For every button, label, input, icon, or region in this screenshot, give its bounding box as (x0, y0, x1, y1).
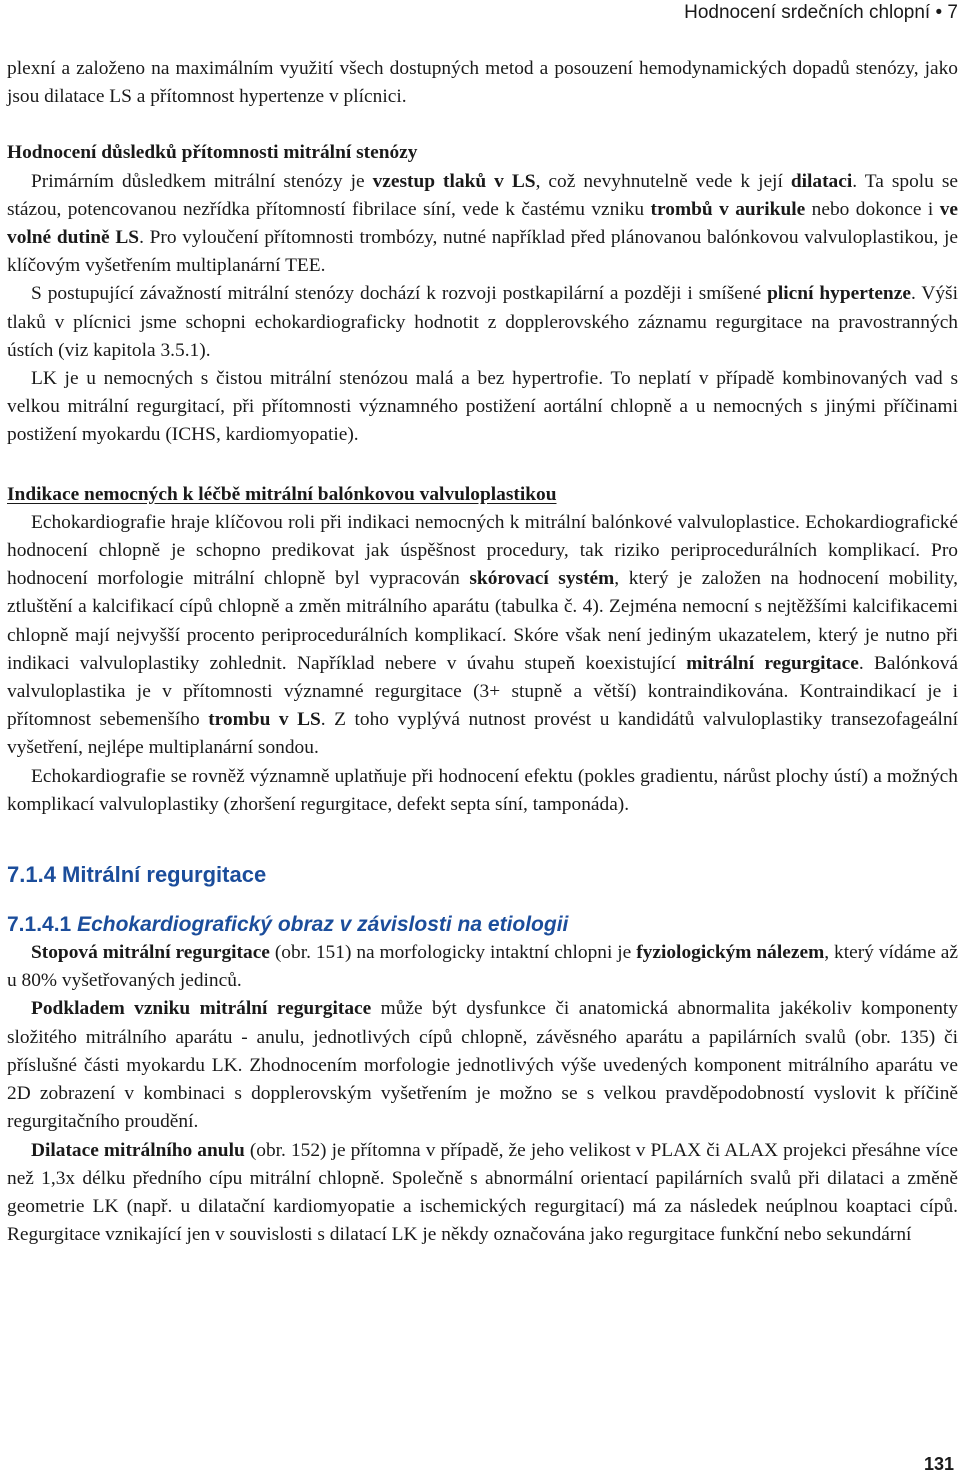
section-title-indications: Indikace nemocných k léčbě mitrální balónkovou valvuloplastikou (7, 483, 557, 505)
regurgitation-paragraph-1: Stopová mitrální regurgitace (obr. 151) na morfologicky intaktní chlopni je fyziologickým nálezem, který vídáme až u 80% vyšetřovaných jedinců. (7, 942, 958, 992)
page-number: 131 (923, 1454, 954, 1474)
intro-paragraph: plexní a založeno na maximálním využití všech dostupných metod a posouzení hemodynamických dopadů stenózy, jako jsou dilatace LS a přítomnost hypertenze v plícnici. (7, 58, 958, 108)
regurgitation-paragraph-2: Podkladem vzniku mitrální regurgitace může být dysfunkce či anatomická abnormalita jakékoliv komponenty složitého mitrálního aparátu - anulu, jednotlivých cípů chlopně, závěsného aparátu a papilárních svalů (obr. 135) či příslušné části myokardu LK. Zhodnocením morfologie jednotlivých výše uvedených komponent mitrálního aparátu ve 2D zobrazení v kombinaci s dopplerovským vyšetřením je možno se s velkou pravděpodobností vyslovit k příčině regurgitačního proudění. (7, 998, 958, 1133)
indications-paragraph-1: Echokardiografie hraje klíčovou roli při indikaci nemocných k mitrální balónkové valvuloplastice. Echokardiografické hodnocení chlopně je schopno predikovat jak úspěšnost procedury, tak riziko periprocedurálních komplikací. Pro hodnocení morfologie mitrální chlopně byl vypracován skórovací systém, který je založen na hodnocení mobility, ztluštění a kalcifikací cípů chlopně a změn mitrálního aparátu (tabulka č. 4). Zejména nemocní s nejtěžšími kalcifikacemi chlopně mají nejvyšší procento periprocedurálních komplikací. Skóre však není jediným ukazatelem, který je nutno při indikaci valvuloplastiky zohlednit. Například nebere v úvahu stupeň koexistující mitrální regurgitace. Balónková valvuloplastika je v přítomnosti významné regurgitace (3+ stupně a větší) kontraindikována. Kontraindikací je i přítomnost sebemenšího trombu v LS. Z toho vyplývá nutnost provést u kandidátů valvuloplastiky transezofageální vyšetření, nejlépe multiplanární sondou. (7, 511, 958, 759)
consequences-paragraph-3: LK je u nemocných s čistou mitrální stenózou malá a bez hypertrofie. To neplatí v případě kombinovaných vad s velkou mitrální regurgitací, při přítomnosti významného postižení aortální chlopně a u nemocných s jinými příčinami postižení myokardu (ICHS, kardiomyopatie). (7, 368, 958, 446)
consequences-paragraph-2: S postupující závažností mitrální stenózy dochází k rozvoji postkapilární a později i smíšené plicní hypertenze. Výši tlaků v plícnici jsme schopni echokardiograficky hodnotit z dopplerovského záznamu regurgitace na pravostranných ústích (viz kapitola 3.5.1). (7, 283, 958, 361)
section-title-consequences: Hodnocení důsledků přítomnosti mitrální stenózy (7, 142, 418, 164)
regurgitation-paragraph-3: Dilatace mitrálního anulu (obr. 152) je přítomna v případě, že jeho velikost v PLAX či ALAX projekci přesáhne více než 1,3x délku předního cípu mitrální chlopně. Společně s abnormální orientací papilárních svalů při dilataci a změně geometrie LK (např. u dilatační kardiomyopatie a ischemických regurgitací) má za následek neúplnou koaptaci cípů. Regurgitace vznikající jen v souvislosti s dilatací LK je někdy označována jako regurgitace funkční nebo sekundární (7, 1139, 958, 1246)
page-body (7, 55, 958, 1249)
section-heading-mitral-regurgitation: 7.1.4 Mitrální regurgitace (7, 862, 267, 888)
subsection-heading-echo-image: 7.1.4.1 Echokardiografický obraz v závislosti na etiologii (7, 913, 569, 937)
running-header: Hodnocení srdečních chlopní • 7 (684, 2, 958, 23)
consequences-paragraph-1: Primárním důsledkem mitrální stenózy je vzestup tlaků v LS, což nevyhnutelně vede k její dilataci. Ta spolu se stázou, potencovanou nezřídka přítomností fibrilace síní, vede k častému vzniku trombů v aurikule nebo dokonce i ve volné dutině LS. Pro vyloučení přítomnosti trombózy, nutné například před plánovanou balónkovou valvuloplastikou, je klíčovým vyšetřením multiplanární TEE. (7, 170, 959, 277)
indications-paragraph-2: Echokardiografie se rovněž významně uplatňuje při hodnocení efektu (pokles gradientu, nárůst plochy ústí) a možných komplikací valvuloplastiky (zhoršení regurgitace, defekt septa síní, tamponáda). (7, 765, 958, 815)
